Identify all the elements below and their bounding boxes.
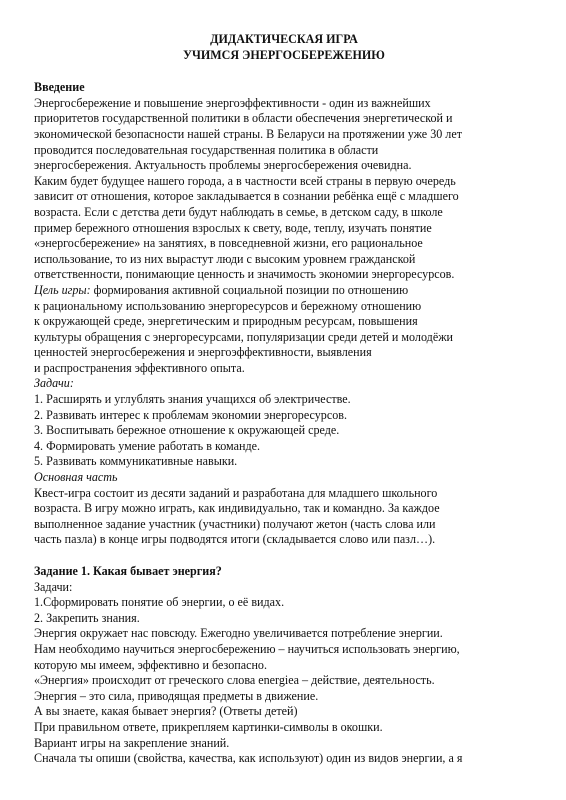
goal-paragraph <box>34 299 534 377</box>
task1-heading: Задание 1. Какая бывает энергия? <box>34 564 222 578</box>
task1-line: Энергия – это сила, приводящая предметы в движение. <box>34 688 319 703</box>
intro-heading: Введение <box>34 80 85 95</box>
goal-line: культуры обращения с энергоресурсами, популяризации среди детей и молодёжи <box>34 329 454 344</box>
task1-line: При правильном ответе, прикрепляем картинки-символы в окошки. <box>34 719 383 734</box>
task1-line: 2. Закрепить знания. <box>34 610 140 625</box>
main-part-line: Квест-игра состоит из десяти заданий и разработана для младшего школьного <box>34 485 438 500</box>
task1-line: Энергия окружает нас повсюду. Ежегодно увеличивается потребление энергии. <box>34 626 443 641</box>
task1-line: «Энергия» происходит от греческого слова energiea – действие, деятельность. <box>34 673 435 688</box>
intro-line: экономической безопасности нашей страны. В Беларуси на протяжении уже 30 лет <box>34 126 462 141</box>
task1-line: А вы знаете, какая бывает энергия? (Ответы детей) <box>34 704 298 719</box>
task-item-line: 5. Развивать коммуникативные навыки. <box>34 454 238 469</box>
intro-line: использование, то из них вырастут люди с высоким уровнем гражданской <box>34 251 416 266</box>
goal-line: к рациональному использованию энергоресурсов и бережному отношению <box>34 298 422 313</box>
intro-line: «энергосбережение» на занятиях, в повседневной жизни, его рациональное <box>34 236 423 251</box>
main-part-label: Основная часть <box>34 470 118 485</box>
task1-line: Вариант игры на закрепление знаний. <box>34 735 230 750</box>
task-item-line: 4. Формировать умение работать в команде. <box>34 438 260 453</box>
title-line-1: ДИДАКТИЧЕСКАЯ ИГРА <box>210 32 358 46</box>
goal-label: Цель игры: <box>34 282 91 297</box>
task1-line: Задачи: <box>34 579 73 594</box>
intro-line: проводится последовательная государственная политика в области <box>34 142 379 157</box>
task-item-line: 1. Расширять и углублять знания учащихся об электричестве. <box>34 392 351 407</box>
tasks-list <box>34 392 534 470</box>
intro-line: приоритетов государственной политики в области обеспечения энергетической и <box>34 111 453 126</box>
goal-text: формирования активной социальной позиции по отношению <box>90 282 409 297</box>
document-title <box>34 32 534 63</box>
task1-paragraph <box>34 580 534 767</box>
task-item-line: 2. Развивать интерес к проблемам экономии энергоресурсов. <box>34 407 347 422</box>
intro-line: зависит от отношения, которое закладывается в сознании ребёнка ещё с младшего <box>34 189 459 204</box>
tasks-label: Задачи: <box>34 376 74 391</box>
intro-line: возраста. Если с детства дети будут наблюдать в семье, в детском саду, в школе <box>34 204 443 219</box>
document-page <box>34 32 534 767</box>
goal-line: и распространения эффективного опыта. <box>34 360 245 375</box>
intro-line: энергосбережения. Актуальность проблемы энергосбережения очевидна. <box>34 158 412 173</box>
task1-line: которую мы имеем, эффективно и безопасно. <box>34 657 267 672</box>
task1-line: Нам необходимо научиться энергосбережению – научиться использовать энергию, <box>34 641 460 656</box>
intro-paragraph <box>34 96 534 283</box>
task1-line: Сначала ты опиши (свойства, качества, как используют) один из видов энергии, а я <box>34 751 463 766</box>
title-line-2: УЧИМСЯ ЭНЕРГОСБЕРЕЖЕНИЮ <box>183 47 385 62</box>
main-part-line: часть пазла) в конце игры подводятся итоги (складывается слово или пазл…). <box>34 532 436 547</box>
intro-line: ответственности, понимающие ценность и значимость экономии энергоресурсов. <box>34 267 455 282</box>
intro-line: Энергосбережение и повышение энергоэффективности - один из важнейших <box>34 95 431 110</box>
task1-line: 1.Сформировать понятие об энергии, о её видах. <box>34 595 285 610</box>
intro-line: пример бережного отношения взрослых к свету, воде, теплу, изучать понятие <box>34 220 432 235</box>
main-part-line: выполненное задание участник (участники) получают жетон (часть слова или <box>34 516 436 531</box>
main-part-paragraph <box>34 486 534 548</box>
intro-line: Каким будет будущее нашего города, а в частности всей страны в первую очередь <box>34 173 456 188</box>
goal-line: ценностей энергосбережения и энергоэффективности, выявления <box>34 345 372 360</box>
main-part-line: возраста. В игру можно играть, как индивидуально, так и командно. За каждое <box>34 501 440 516</box>
goal-line <box>34 283 534 299</box>
goal-line: к окружающей среде, энергетическим и природным ресурсам, повышения <box>34 314 418 329</box>
task-item-line: 3. Воспитывать бережное отношение к окружающей среде. <box>34 423 340 438</box>
